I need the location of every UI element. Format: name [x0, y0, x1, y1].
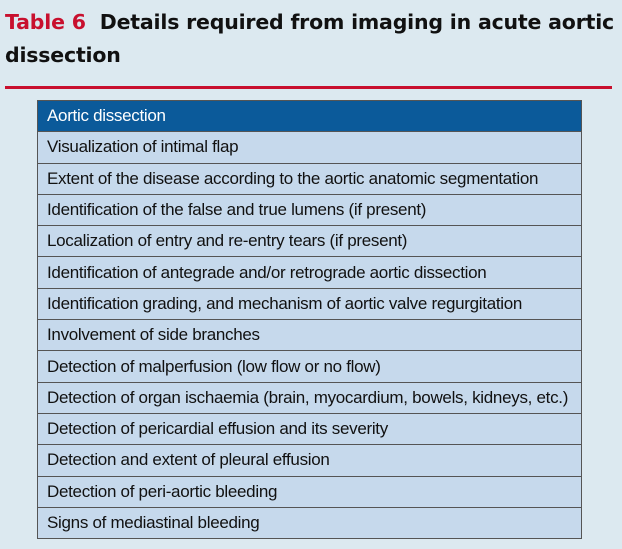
table-row: Detection of organ ischaemia (brain, myocardium, bowels, kidneys, etc.) — [38, 383, 581, 414]
table-row: Visualization of intimal flap — [38, 132, 581, 163]
table-caption — [5, 6, 617, 72]
data-table — [37, 100, 582, 539]
table-row: Involvement of side branches — [38, 320, 581, 351]
table-row: Identification of the false and true lumens (if present) — [38, 195, 581, 226]
caption-divider — [5, 86, 612, 89]
table-title: Details required from imaging in acute aortic dissection — [5, 10, 614, 67]
table-row: Detection of malperfusion (low flow or no flow) — [38, 351, 581, 382]
table-row: Signs of mediastinal bleeding — [38, 508, 581, 539]
table-row: Identification of antegrade and/or retrograde aortic dissection — [38, 257, 581, 288]
table-row: Detection of peri-aortic bleeding — [38, 477, 581, 508]
table-row: Detection and extent of pleural effusion — [38, 445, 581, 476]
table-header: Aortic dissection — [38, 101, 581, 132]
table-row: Identification grading, and mechanism of aortic valve regurgitation — [38, 289, 581, 320]
table-number: Table 6 — [5, 10, 86, 34]
table-row: Detection of pericardial effusion and its severity — [38, 414, 581, 445]
table-row: Extent of the disease according to the aortic anatomic segmentation — [38, 164, 581, 195]
table-row: Localization of entry and re-entry tears (if present) — [38, 226, 581, 257]
